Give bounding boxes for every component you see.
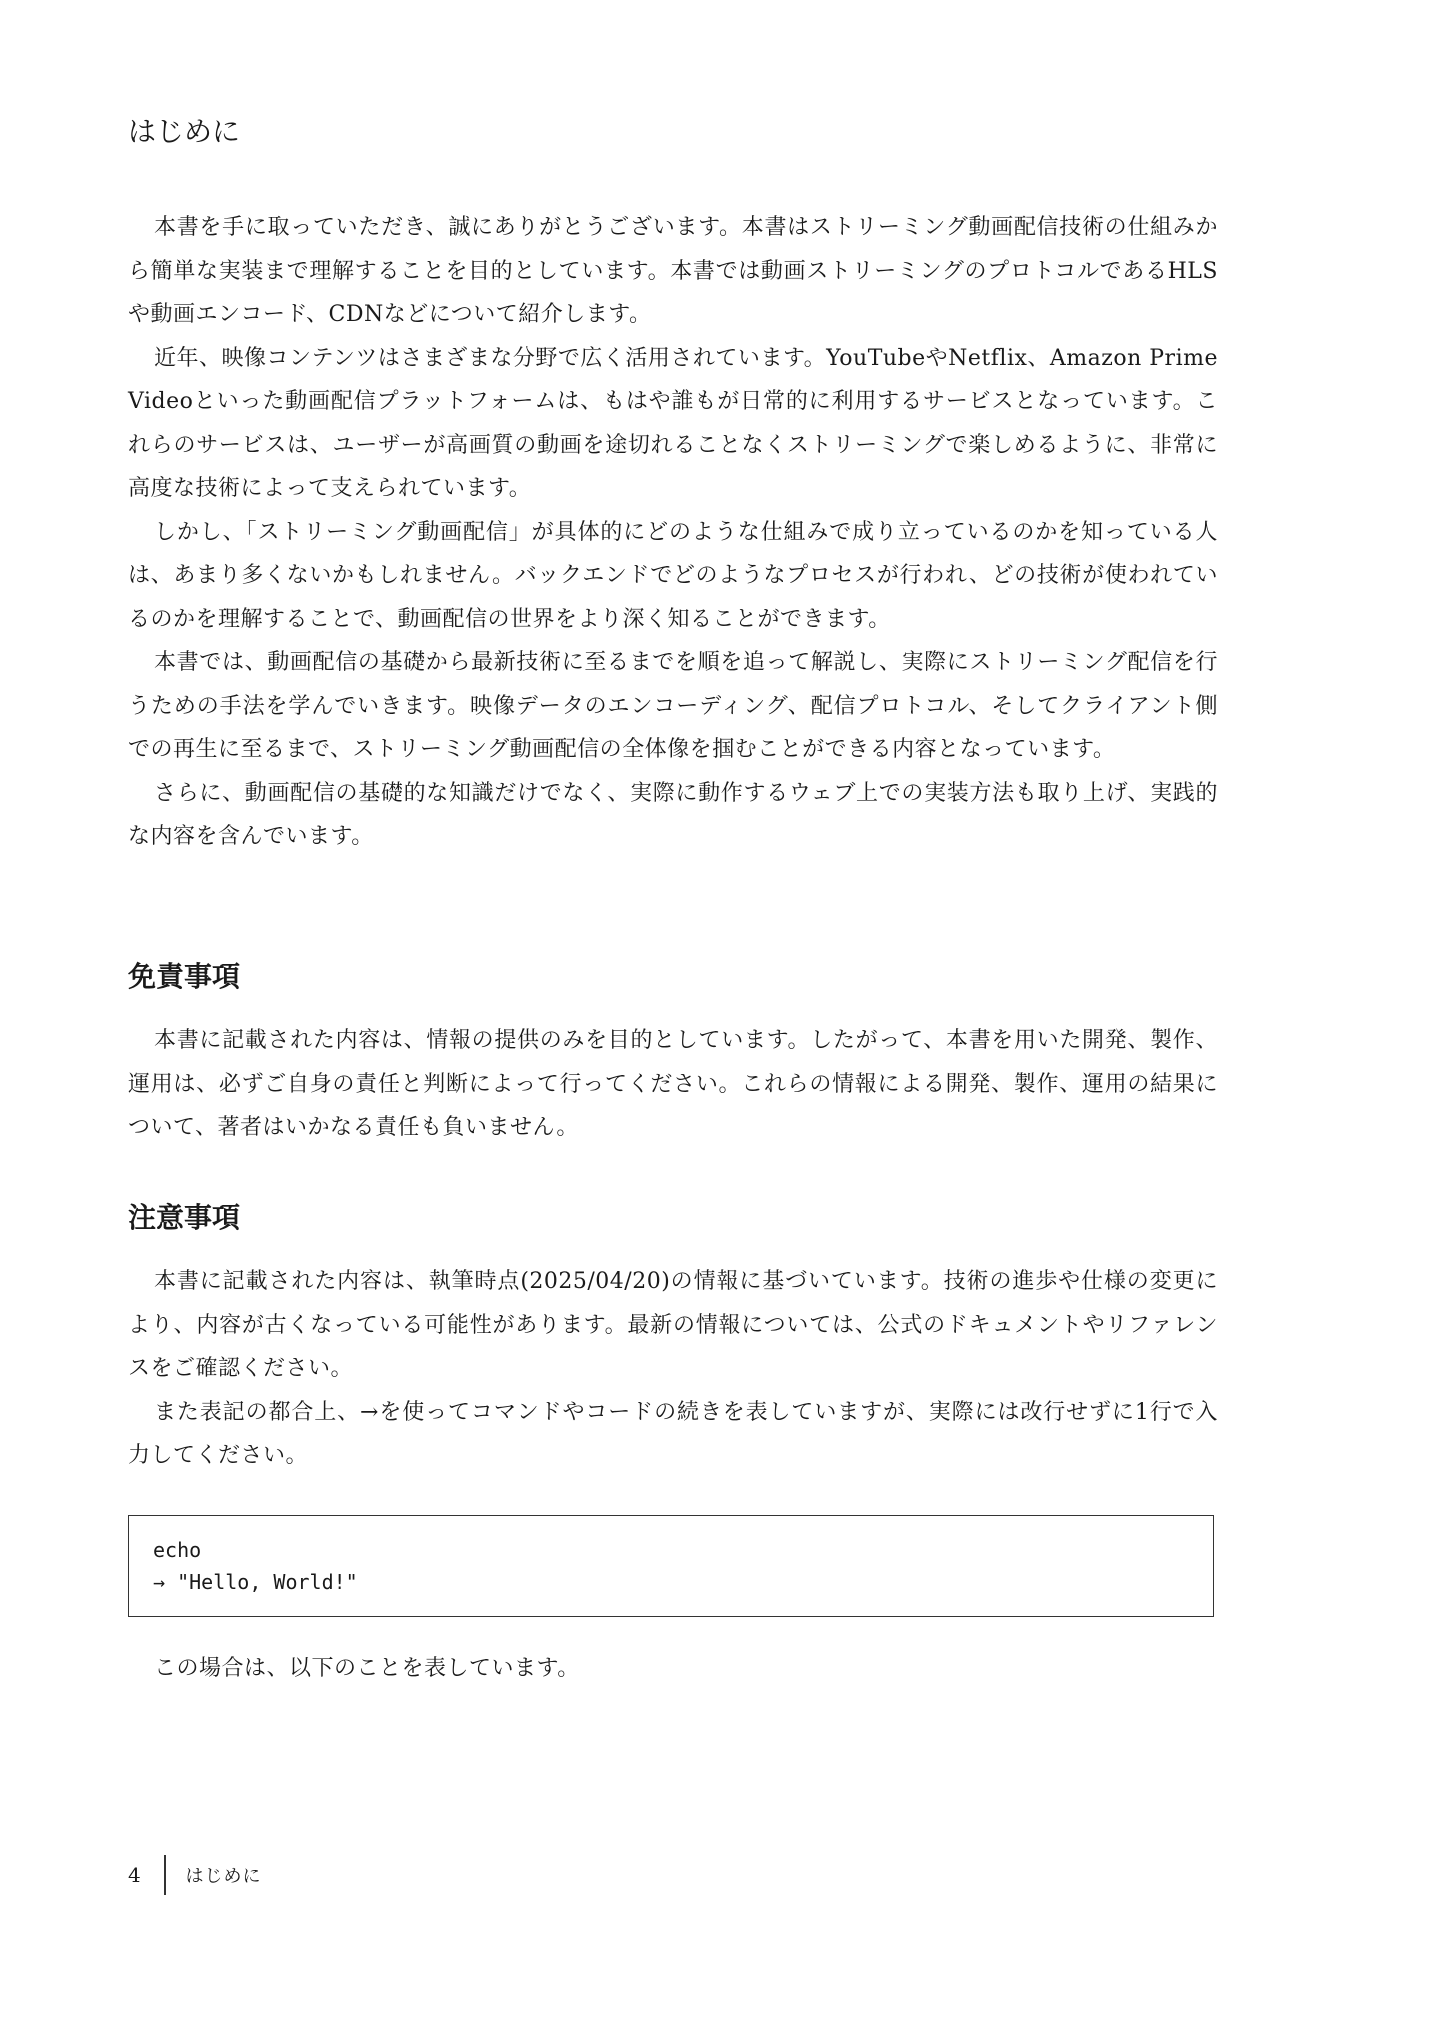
after-code-body xyxy=(128,1647,1218,1691)
code-line: → "Hello, World!" xyxy=(153,1570,358,1594)
page-title: はじめに xyxy=(128,115,241,148)
running-title: はじめに xyxy=(185,1866,262,1887)
intro-paragraph: さらに、動画配信の基礎的な知識だけでなく、実際に動作するウェブ上での実装方法も取り上げ、実践的な内容を含んでいます。 xyxy=(128,780,1218,849)
code-line: echo xyxy=(153,1538,202,1562)
notes-heading: 注意事項 xyxy=(128,1201,241,1234)
after-code-paragraph: この場合は、以下のことを表しています。 xyxy=(154,1656,580,1681)
intro-paragraph: 近年、映像コンテンツはさまざまな分野で広く活用されています。YouTubeやNetflix、Amazon Prime Videoといった動画配信プラットフォームは、もはや誰もが日常的に利用するサービスとなっています。これらのサービスは、ユーザーが高画質の動画を途切れることなくストリーミングで楽しめるように、非常に高度な技術によって支えられています。 xyxy=(128,345,1218,501)
intro-paragraph: 本書では、動画配信の基礎から最新技術に至るまでを順を追って解説し、実際にストリーミング配信を行うための手法を学んでいきます。映像データのエンコーディング、配信プロトコル、そしてクライアント側での再生に至るまで、ストリーミング動画配信の全体像を掴むことができる内容となっています。 xyxy=(128,650,1218,762)
notes-paragraph: 本書に記載された内容は、執筆時点(2025/04/20)の情報に基づいています。技術の進歩や仕様の変更により、内容が古くなっている可能性があります。最新の情報については、公式のドキュメントやリファレンスをご確認ください。 xyxy=(128,1269,1218,1381)
intro-paragraph: 本書を手に取っていただき、誠にありがとうございます。本書はストリーミング動画配信技術の仕組みから簡単な実装まで理解することを目的としています。本書では動画ストリーミングのプロトコルであるHLSや動画エンコード、CDNなどについて紹介します。 xyxy=(128,215,1218,327)
intro-paragraph: しかし、「ストリーミング動画配信」が具体的にどのような仕組みで成り立っているのかを知っている人は、あまり多くないかもしれません。バックエンドでどのようなプロセスが行われ、どの技術が使われているのかを理解することで、動画配信の世界をより深く知ることができます。 xyxy=(128,519,1218,632)
page-number: 4 xyxy=(128,1863,141,1887)
disclaimer-body xyxy=(128,1019,1218,1150)
disclaimer-heading: 免責事項 xyxy=(128,960,241,993)
disclaimer-paragraph: 本書に記載された内容は、情報の提供のみを目的としています。したがって、本書を用いた開発、製作、運用は、必ずご自身の責任と判断によって行ってください。これらの情報による開発、製作、運用の結果について、著者はいかなる責任も負いません。 xyxy=(128,1028,1218,1140)
code-example-box xyxy=(128,1515,1214,1617)
page-footer xyxy=(128,1855,262,1895)
notes-body xyxy=(128,1260,1218,1478)
notes-paragraph: また表記の都合上、→を使ってコマンドやコードの続きを表していますが、実際には改行せずに1行で入力してください。 xyxy=(128,1399,1218,1468)
intro-body xyxy=(128,206,1218,859)
footer-divider xyxy=(164,1855,166,1895)
